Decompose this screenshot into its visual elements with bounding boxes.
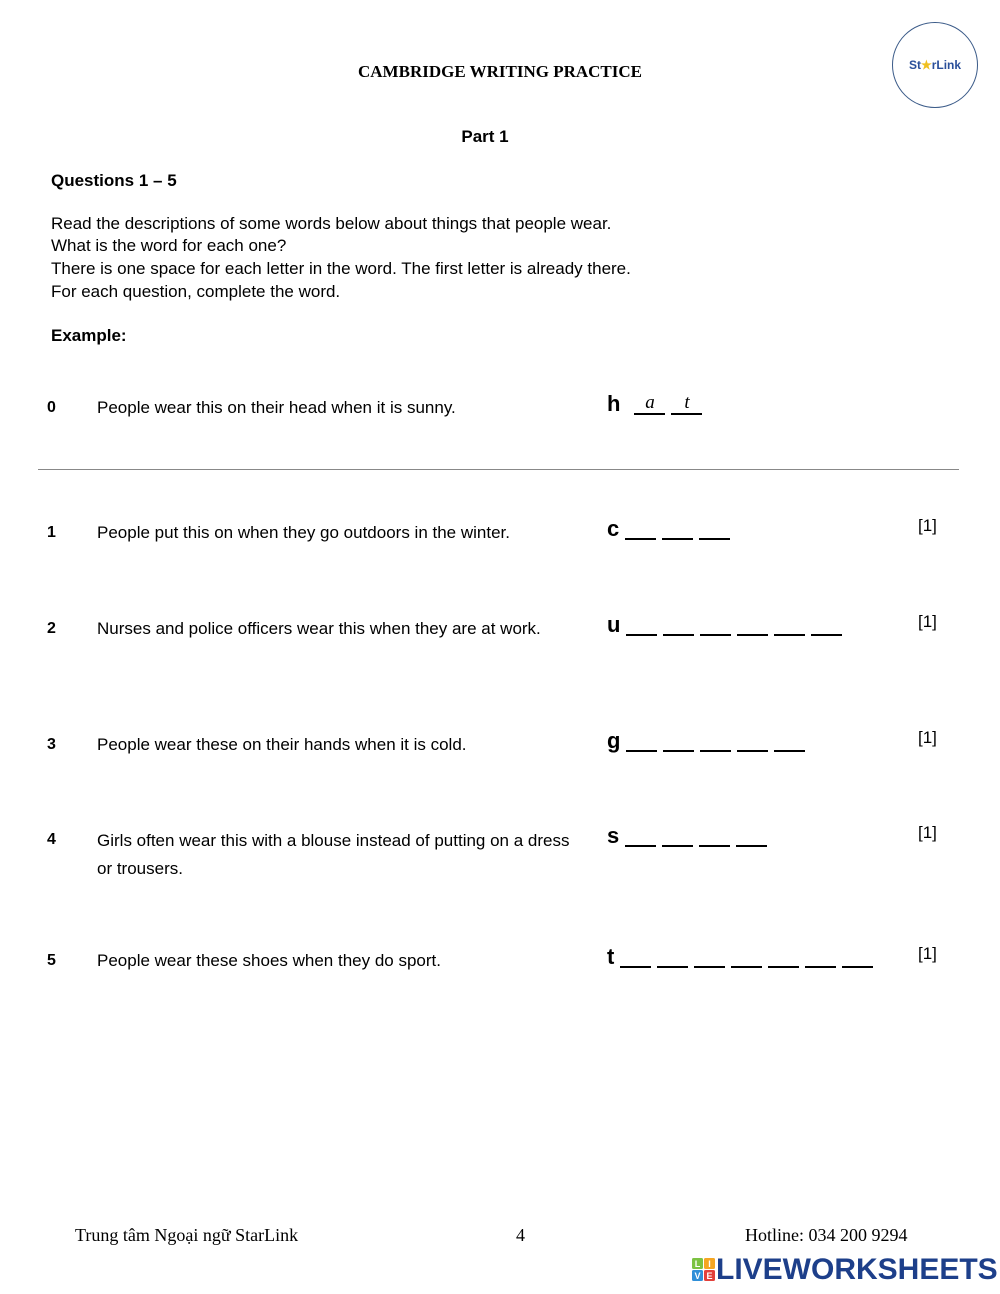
letter-blank-input[interactable] [625,518,656,540]
questions-heading: Questions 1 – 5 [51,171,177,190]
letter-blank-input[interactable] [700,614,731,636]
first-letter: s [607,823,620,848]
letter-blank-input[interactable] [625,825,656,847]
badge-letter: E [706,1271,713,1281]
question-number: 1 [47,524,56,541]
question-mark: [1] [918,944,937,963]
letter-blank-input[interactable] [694,946,725,968]
first-letter: g [607,728,621,753]
question-mark: [1] [918,612,937,631]
question-text: People wear these shoes when they do sport. [97,951,441,970]
example-text: People wear this on their head when it is sunny. [97,398,456,417]
letter-blank-input[interactable] [657,946,688,968]
letter-blank-input[interactable] [662,825,693,847]
liveworksheets-text: LIVEWORKSHEETS [716,1253,998,1286]
letter-blank-input[interactable] [774,614,805,636]
document-title: CAMBRIDGE WRITING PRACTICE [358,62,642,81]
letter-blank-input[interactable] [811,614,842,636]
letter-blank-input[interactable] [805,946,836,968]
example-letter: a [634,393,665,415]
part-heading: Part 1 [461,127,509,146]
example-label: Example: [51,326,127,345]
letter-blank-input[interactable] [626,730,657,752]
letter-blank-input[interactable] [768,946,799,968]
letter-blank-input[interactable] [699,518,730,540]
question-mark: [1] [918,728,937,747]
question-number: 2 [47,620,56,637]
badge-letter: L [694,1259,701,1269]
answer-field [607,825,773,847]
badge-letter: V [694,1271,701,1281]
letter-blank-input[interactable] [737,730,768,752]
question-number: 5 [47,952,56,969]
liveworksheets-logo [692,1255,998,1285]
first-letter: t [607,944,615,969]
letter-blank-input[interactable] [700,730,731,752]
answer-field [607,614,848,636]
letter-blank-input[interactable] [774,730,805,752]
question-number: 3 [47,736,56,753]
first-letter: u [607,612,621,637]
footer-center-name: Trung tâm Ngoại ngữ StarLink [75,1225,299,1245]
letter-blank-input[interactable] [736,825,767,847]
letter-blank-input[interactable] [737,614,768,636]
example-answer [607,393,708,415]
logo-text: St★rLink [908,58,962,72]
answer-field [607,946,879,968]
example-number: 0 [47,399,56,416]
letter-blank-input[interactable] [731,946,762,968]
question-number: 4 [47,831,56,848]
instruction-line: Read the descriptions of some words below about things that people wear. [51,214,612,233]
question-text: Nurses and police officers wear this when they are at work. [97,619,541,638]
letter-blank-input[interactable] [662,518,693,540]
letter-blank-input[interactable] [663,730,694,752]
starlink-logo [892,22,978,108]
question-text: Girls often wear this with a blouse instead of putting on a dress or trousers. [97,831,570,878]
question-text: People put this on when they go outdoors in the winter. [97,523,510,542]
live-badge-icon [692,1258,716,1282]
first-letter: h [607,391,621,416]
letter-blank-input[interactable] [620,946,651,968]
page-number: 4 [516,1225,525,1245]
first-letter: c [607,516,620,541]
answer-field [607,518,736,540]
example-letter: t [671,393,702,415]
instruction-line: What is the word for each one? [51,236,287,255]
instruction-line: There is one space for each letter in the word. The first letter is already there. [51,259,631,278]
answer-field [607,730,811,752]
footer-hotline: Hotline: 034 200 9294 [745,1225,908,1245]
letter-blank-input[interactable] [626,614,657,636]
instruction-line: For each question, complete the word. [51,282,341,301]
question-text: People wear these on their hands when it is cold. [97,735,467,754]
letter-blank-input[interactable] [663,614,694,636]
letter-blank-input[interactable] [842,946,873,968]
question-mark: [1] [918,823,937,842]
question-mark: [1] [918,516,937,535]
letter-blank-input[interactable] [699,825,730,847]
divider [38,469,959,470]
badge-letter: I [708,1259,711,1269]
